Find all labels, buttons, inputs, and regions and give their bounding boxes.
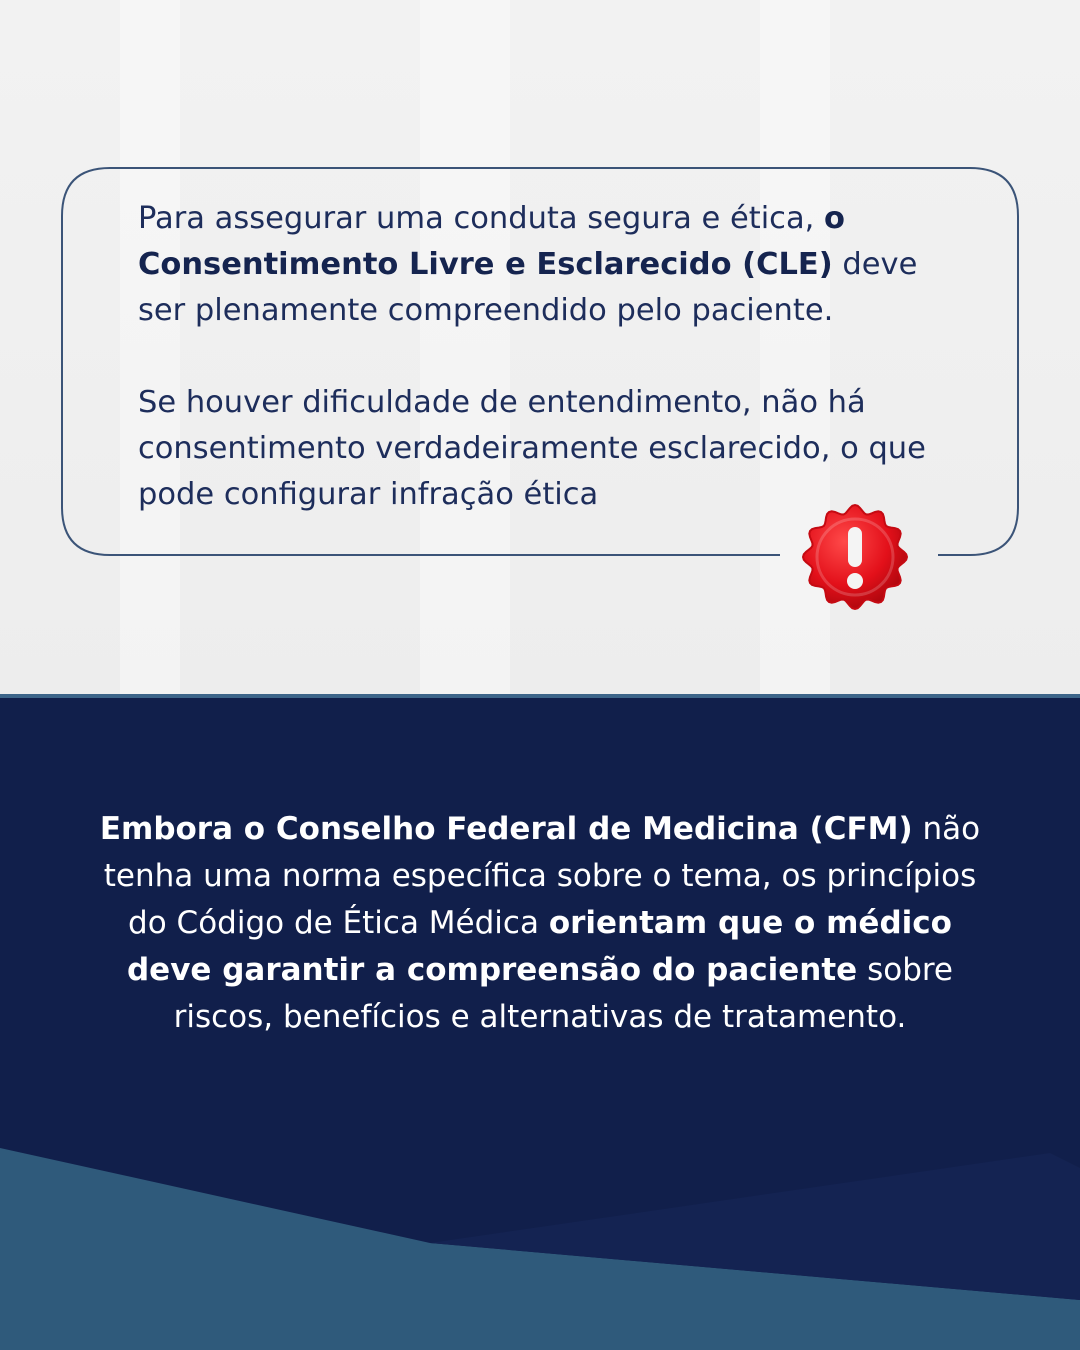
bottom-bold-2: orientam que o médico deve garantir a compreensão do paciente bbox=[126, 905, 952, 988]
exclamation-badge-icon bbox=[798, 500, 912, 614]
card-p1-tail: deve ser plenamente compreendido pelo paciente. bbox=[138, 247, 918, 328]
bottom-bold-1: Embora o Conselho Federal de Medicina (CFM) bbox=[99, 811, 913, 847]
bottom-text bbox=[90, 806, 990, 1041]
bottom-text-2: sobre riscos, benefícios e alternativas de tratamento. bbox=[173, 952, 954, 1035]
card-paragraph-1 bbox=[138, 196, 958, 334]
card-p1-text: Para assegurar uma conduta segura e ética, bbox=[138, 201, 815, 236]
card-paragraph-2: Se houver dificuldade de entendimento, não há consentimento verdadeiramente esclarecido, o que pode configurar infração ética bbox=[138, 385, 926, 512]
card-text bbox=[138, 196, 958, 518]
card-p1-bold: o Consentimento Livre e Esclarecido (CLE) bbox=[138, 201, 846, 282]
bottom-text-1: não tenha uma norma específica sobre o tema, os princípios do Código de Ética Médica bbox=[103, 811, 981, 941]
